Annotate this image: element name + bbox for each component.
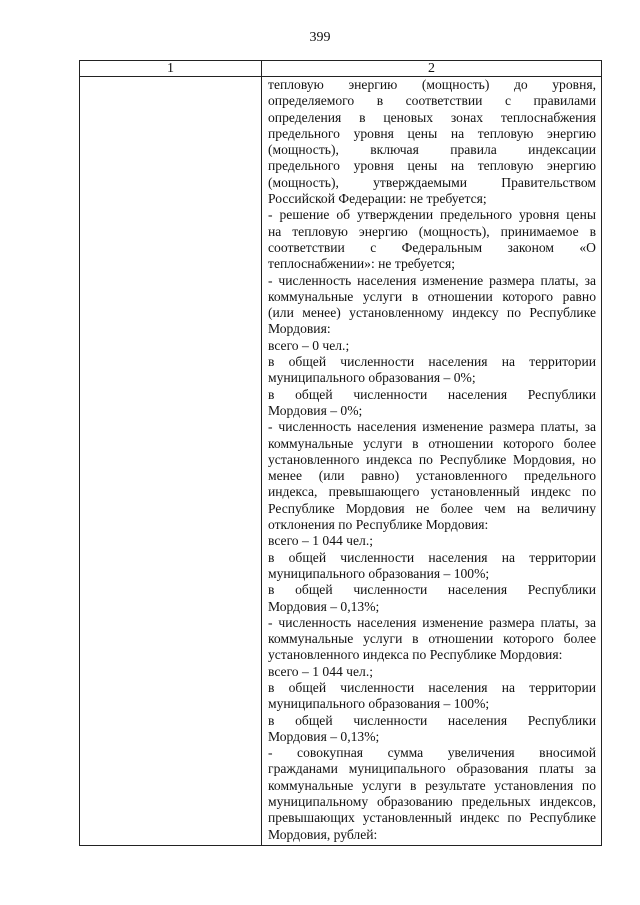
text-line: в общей численности населения Республики xyxy=(268,712,596,728)
text-line: - численность населения изменение размера платы, за xyxy=(268,614,596,630)
text-line: всего – 1 044 чел.; xyxy=(268,533,374,549)
column-2-cell xyxy=(262,77,602,846)
text-line: гражданами муниципального образования платы за xyxy=(268,761,596,777)
text-line: в общей численности населения на территории xyxy=(268,354,596,370)
column-2-text xyxy=(268,77,596,843)
page-number: 399 xyxy=(309,30,331,45)
text-line: Мордовия, рублей: xyxy=(268,826,378,842)
text-line: муниципального образования – 100%; xyxy=(268,565,490,581)
text-line: отклонения по Республике Мордовия: xyxy=(268,517,489,533)
text-line: Мордовия: xyxy=(268,321,331,337)
text-line: предельного уровня цены на тепловую энергию xyxy=(268,125,596,141)
text-line: - численность населения изменение размера платы, за xyxy=(268,272,596,288)
text-line: - численность населения изменение размера платы, за xyxy=(268,419,596,435)
text-line: менее (или равно) установленного предельного xyxy=(268,468,596,484)
text-line: муниципального образования – 100%; xyxy=(268,696,490,712)
column-1-cell xyxy=(80,77,262,846)
text-line: в общей численности населения на территории xyxy=(268,679,596,695)
text-line: - решение об утверждении предельного уровня цены xyxy=(268,207,596,223)
text-line: коммунальные услуги в отношении которого равно xyxy=(268,288,596,304)
text-line: соответствии с Федеральным законом «О xyxy=(268,239,596,255)
text-line: превышающих установленный индекс по Республике xyxy=(268,810,596,826)
text-line: муниципальному образованию предельных индексов, xyxy=(268,794,596,810)
text-line: на тепловую энергию (мощность), принимаемое в xyxy=(268,223,596,239)
text-line: установленного индекса по Республике Мордовия: xyxy=(268,647,563,663)
text-line: (или менее) установленному индексу по Республике xyxy=(268,305,596,321)
text-line: коммунальные услуги в отношении которого более xyxy=(268,435,596,451)
text-line: определения в ценовых зонах теплоснабжения xyxy=(268,109,596,125)
text-line: тепловую энергию (мощность) до уровня, xyxy=(268,77,596,92)
text-line: определяемого в соответствии с правилами xyxy=(268,93,596,109)
text-line: в общей численности населения Республики xyxy=(268,386,596,402)
text-line: (мощность), утверждаемыми Правительством xyxy=(268,174,596,190)
text-line: Республике Мордовия не более чем на величину xyxy=(268,500,596,516)
text-line: Мордовия – 0,13%; xyxy=(268,598,380,614)
text-line: - совокупная сумма увеличения вносимой xyxy=(268,745,596,761)
text-line: в общей численности населения Республики xyxy=(268,582,596,598)
text-line: Российской Федерации: не требуется; xyxy=(268,191,487,207)
text-line: муниципального образования – 0%; xyxy=(268,370,476,386)
text-line: (мощность), включая правила индексации xyxy=(268,142,596,158)
text-line: всего – 1 044 чел.; xyxy=(268,663,374,679)
text-line: всего – 0 чел.; xyxy=(268,337,350,353)
text-line: в общей численности населения на территории xyxy=(268,549,596,565)
text-line: теплоснабжении»: не требуется; xyxy=(268,256,455,272)
column-header-2: 2 xyxy=(262,61,602,77)
text-line: коммунальные услуги в отношении которого более xyxy=(268,631,596,647)
table-body-row xyxy=(80,77,602,846)
text-line: Мордовия – 0,13%; xyxy=(268,728,380,744)
table-header-row xyxy=(80,61,602,77)
text-line: Мордовия – 0%; xyxy=(268,402,363,418)
text-line: установленного индекса по Республике Мордовия, но xyxy=(268,451,596,467)
document-table xyxy=(79,60,602,846)
text-line: коммунальные услуги в результате установления по xyxy=(268,777,596,793)
text-line: индекса, превышающего установленный индекс по xyxy=(268,484,596,500)
text-line: предельного уровня цены на тепловую энергию xyxy=(268,158,596,174)
column-header-1: 1 xyxy=(80,61,262,77)
